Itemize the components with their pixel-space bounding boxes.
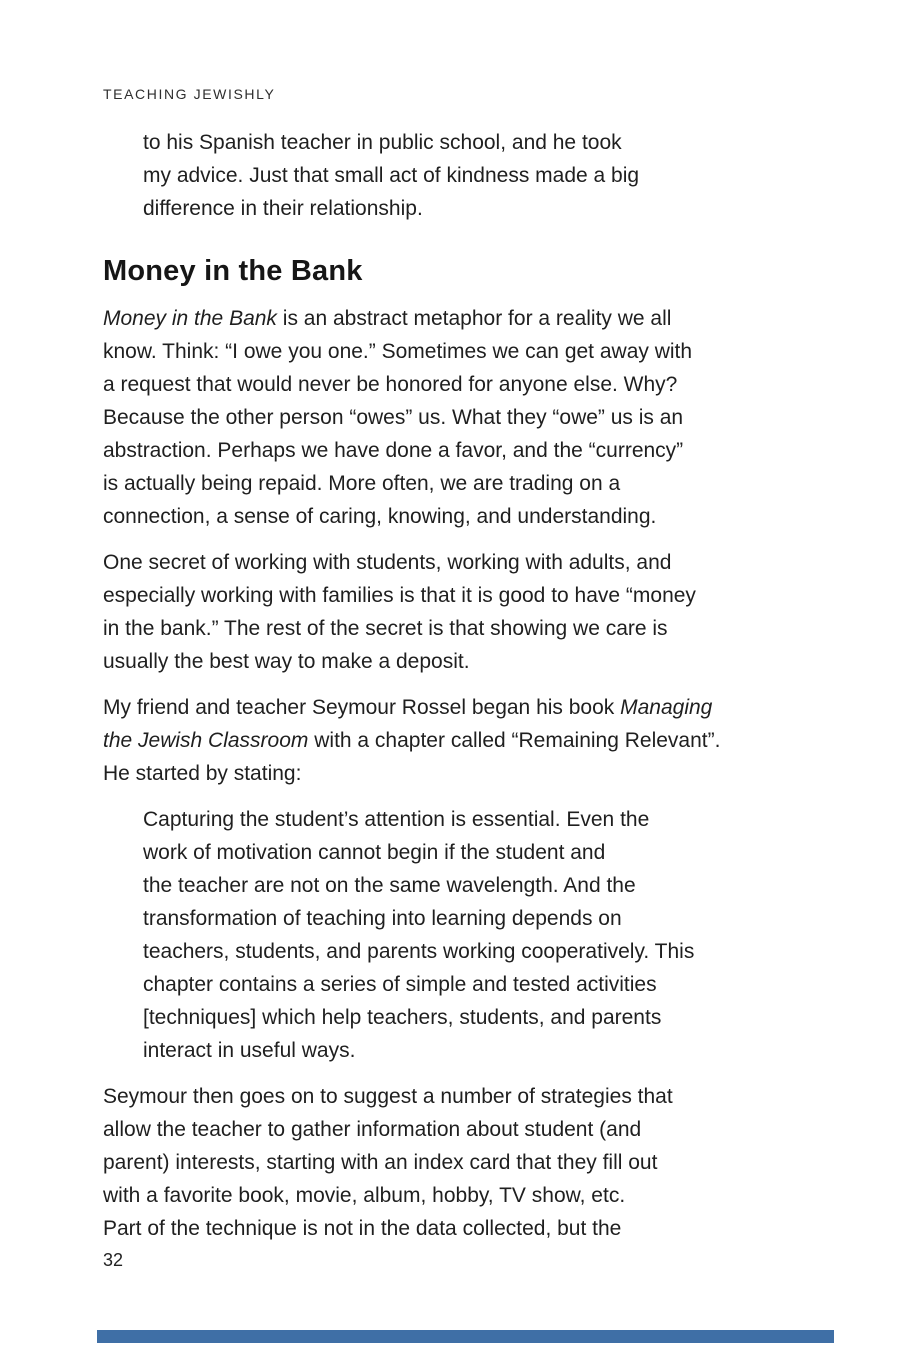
- text-line: [techniques] which help teachers, students, and parents: [143, 1006, 662, 1029]
- text-line: allow the teacher to gather information about student (and: [103, 1118, 642, 1141]
- text-line: He started by stating:: [103, 762, 302, 785]
- text-line: the teacher are not on the same wavelength. And the: [143, 874, 636, 897]
- text-line: usually the best way to make a deposit.: [103, 650, 470, 673]
- text-line: Seymour then goes on to suggest a number of strategies that: [103, 1085, 673, 1108]
- text-line: difference in their relationship.: [143, 197, 423, 220]
- text-line: Capturing the student’s attention is essential. Even the: [143, 808, 650, 831]
- text-line: Because the other person “owes” us. What they “owe” us is an: [103, 406, 684, 429]
- paragraph-strategies: [103, 1080, 813, 1245]
- text-line: abstraction. Perhaps we have done a favor, and the “currency”: [103, 439, 684, 462]
- text-line: interact in useful ways.: [143, 1039, 356, 1062]
- text-line: to his Spanish teacher in public school, and he took: [143, 131, 622, 154]
- text-line: Part of the technique is not in the data collected, but the: [103, 1217, 622, 1240]
- text-line: My friend and teacher Seymour Rossel began his book Managing: [103, 696, 713, 719]
- text-line: Money in the Bank is an abstract metaphor for a reality we all: [103, 307, 672, 330]
- paragraph-rossel: [103, 691, 813, 790]
- text-line: know. Think: “I owe you one.” Sometimes we can get away with: [103, 340, 693, 363]
- page-content: [103, 118, 813, 1258]
- text-line: especially working with families is that it is good to have “money: [103, 584, 696, 607]
- text-line: connection, a sense of caring, knowing, and understanding.: [103, 505, 657, 528]
- text-line: my advice. Just that small act of kindness made a big: [143, 164, 640, 187]
- text-line: chapter contains a series of simple and tested activities: [143, 973, 657, 996]
- paragraph-metaphor: [103, 302, 813, 533]
- text-line: work of motivation cannot begin if the student and: [143, 841, 606, 864]
- text-line: transformation of teaching into learning depends on: [143, 907, 622, 930]
- text-line: parent) interests, starting with an index card that they fill out: [103, 1151, 658, 1174]
- text-line: teachers, students, and parents working cooperatively. This: [143, 940, 695, 963]
- text-line: a request that would never be honored for anyone else. Why?: [103, 373, 678, 396]
- section-heading: Money in the Bank: [103, 255, 363, 287]
- text-line: One secret of working with students, working with adults, and: [103, 551, 672, 574]
- footer-rule: [97, 1330, 834, 1343]
- running-header: TEACHING JEWISHLY: [103, 86, 276, 102]
- text-line: with a favorite book, movie, album, hobby, TV show, etc.: [103, 1184, 626, 1207]
- text-line: is actually being repaid. More often, we are trading on a: [103, 472, 621, 495]
- opening-passage: [143, 126, 813, 225]
- text-line: in the bank.” The rest of the secret is that showing we care is: [103, 617, 668, 640]
- page-number: 32: [103, 1250, 124, 1270]
- text-line: the Jewish Classroom with a chapter called “Remaining Relevant”.: [103, 729, 721, 752]
- rossel-quote: [143, 803, 813, 1067]
- paragraph-secret: [103, 546, 813, 678]
